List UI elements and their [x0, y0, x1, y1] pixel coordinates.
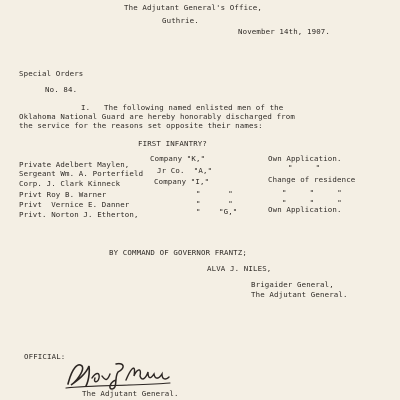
roster-company: Company "I,": [154, 177, 210, 186]
command-rank: Brigaider General,: [251, 280, 334, 289]
roster-name: Privt Roy B. Warner: [19, 190, 107, 199]
handwritten-signature: [62, 358, 174, 392]
signature-icon: [62, 358, 174, 392]
paragraph-line-1: I. The following named enlisted men of the: [81, 103, 284, 112]
roster-reason: " ": [288, 163, 321, 172]
roster-company: " ": [196, 199, 233, 208]
roster-name: Private Adelbert Maylen,: [19, 160, 130, 169]
order-date: November 14th, 1907.: [238, 27, 330, 36]
roster-name: Corp. J. Clark Kinneck: [19, 179, 121, 188]
official-title: The Adjutant General.: [82, 389, 179, 398]
roster-reason: Change of residence: [268, 175, 356, 184]
regiment-heading: FIRST INFANTRY?: [138, 139, 207, 148]
orders-number: No. 84.: [45, 85, 78, 94]
roster-name: Privt. Norton J. Etherton,: [19, 210, 139, 219]
paragraph-line-2: Oklahoma National Guard are hereby honorably discharged from: [19, 112, 295, 121]
official-label: OFFICIAL:: [24, 352, 66, 361]
command-title: The Adjutant General.: [251, 290, 348, 299]
roster-name: Sergeant Wm. A. Porterfield: [19, 169, 144, 178]
office-name: The Adjutant General's Office,: [124, 3, 262, 12]
office-city: Guthrie.: [162, 16, 199, 25]
command-line: BY COMMAND OF GOVERNOR FRANTZ;: [109, 248, 247, 257]
command-officer: ALVA J. NILES,: [207, 264, 272, 273]
roster-company: Company "K,": [150, 154, 206, 163]
roster-company: " ": [196, 189, 233, 198]
roster-company: " "G,": [196, 207, 238, 216]
roster-reason: Own Application.: [268, 154, 342, 163]
paragraph-line-3: the service for the reasons set opposite their names:: [19, 121, 263, 130]
roster-reason: " " ": [282, 198, 342, 207]
orders-heading: Special Orders: [19, 69, 84, 78]
roster-company: Jr Co. "A,": [157, 166, 213, 175]
roster-reason: Own Application.: [268, 205, 342, 214]
roster-name: Privt Vernice E. Danner: [19, 200, 130, 209]
roster-reason: " " ": [282, 188, 342, 197]
